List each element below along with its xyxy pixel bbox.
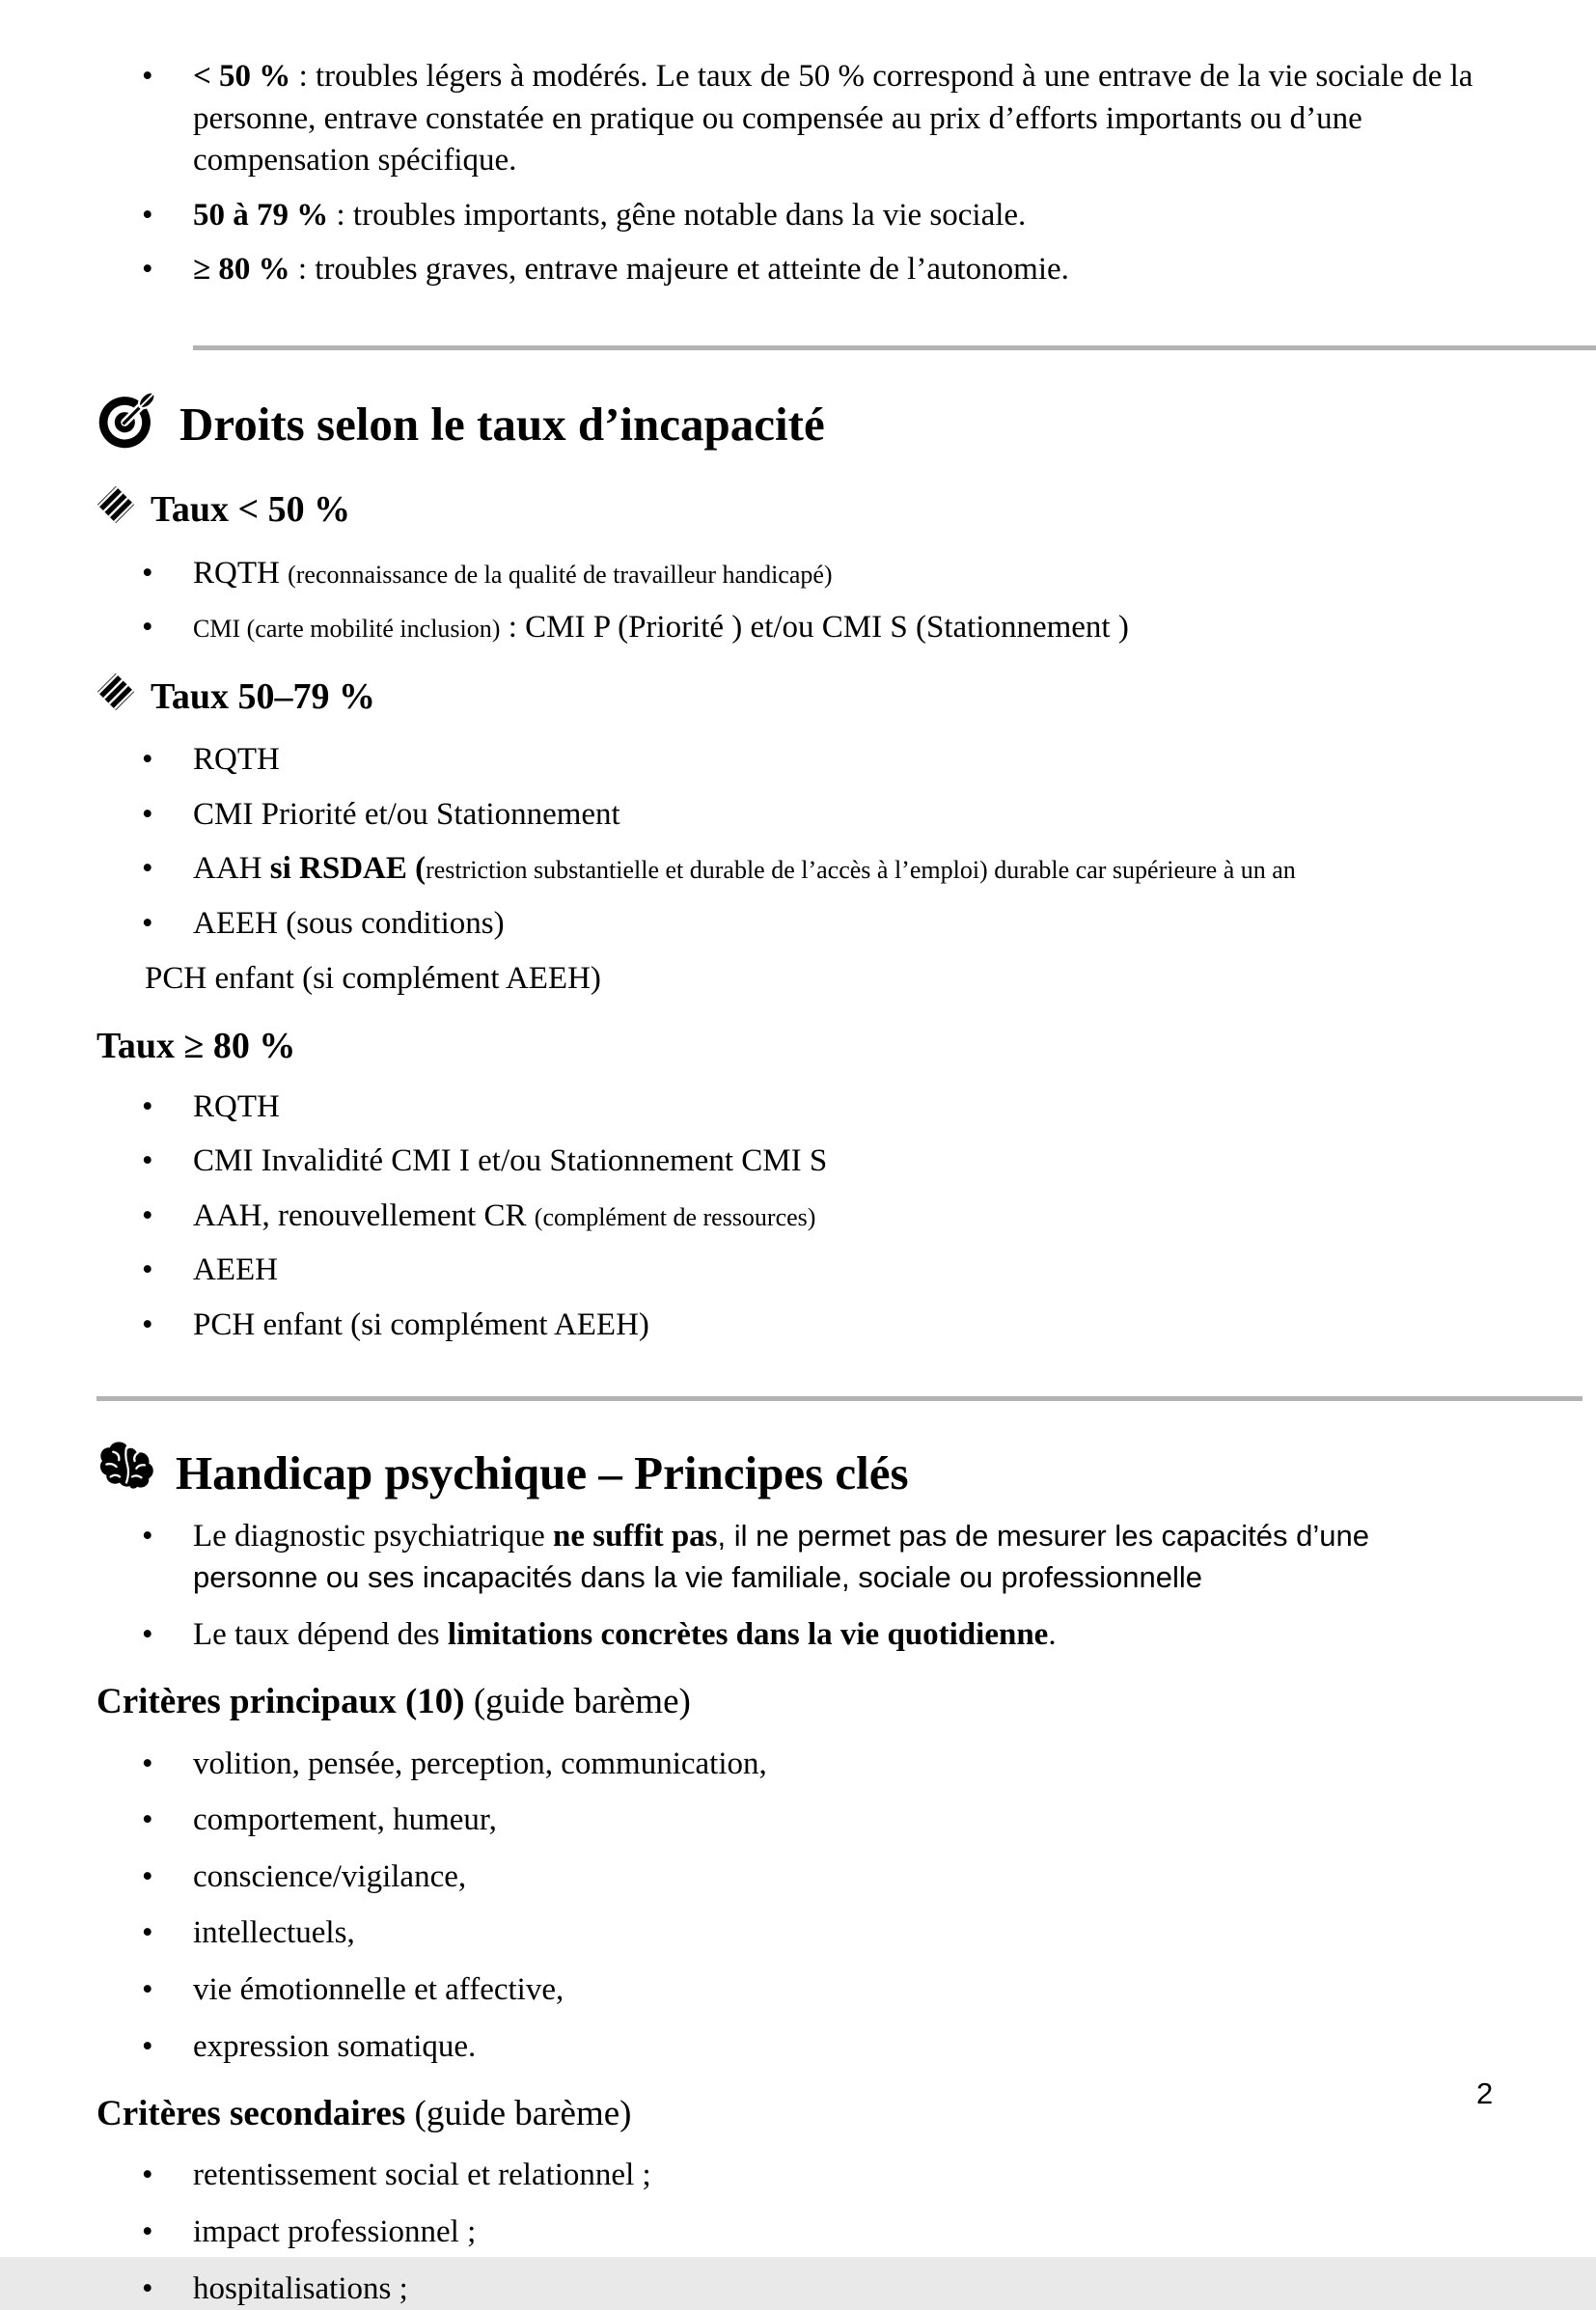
criteria-list-principaux	[96, 1744, 1500, 2068]
list-item	[96, 1196, 1500, 1238]
rate-description: : troubles légers à modérés. Le taux de 50 % correspond à une entrave de la vie sociale de la personne, entrave constatée en pratique ou compensée au prix d’efforts importants ou d’une compensation spécifique.	[193, 59, 1473, 179]
list-item	[96, 1969, 1500, 2012]
criterion: vie émotionnelle et affective,	[193, 1971, 564, 2007]
subsection-title: Taux 50–79 %	[151, 675, 375, 717]
right-label: AAH, renouvellement CR	[193, 1197, 535, 1233]
right-detail: CMI (carte mobilité inclusion)	[193, 615, 501, 644]
rights-list-lt50	[96, 553, 1500, 649]
criterion: hospitalisations ;	[193, 2270, 408, 2306]
section-heading	[96, 1438, 1500, 1509]
list-item	[96, 1856, 1500, 1899]
right-detail: (reconnaissance de la qualité de travailleur handicapé)	[288, 560, 833, 589]
criteria-heading-principaux	[96, 1681, 1500, 1723]
list-item	[96, 249, 1500, 291]
list-item	[96, 1800, 1500, 1842]
right-label: RQTH	[193, 742, 280, 778]
right-label: AEEH (sous conditions)	[193, 906, 505, 941]
right-label: CMI P (Priorité ) et/ou CMI S (Stationnement )	[525, 610, 1129, 646]
criteria-heading-secondaires	[96, 2093, 1500, 2135]
criteria-title: Critères principaux (10)	[96, 1682, 465, 1722]
principle-text: Le diagnostic psychiatrique	[193, 1518, 553, 1554]
list-item	[96, 1614, 1500, 1657]
horizontal-rule	[193, 345, 1596, 350]
rate-term: ≥ 80 %	[193, 252, 290, 288]
list-item	[96, 1250, 1500, 1292]
criterion: conscience/vigilance,	[193, 1858, 467, 1894]
rights-list-50-79	[96, 739, 1500, 945]
right-label: CMI Invalidité CMI I et/ou Stationnement CMI S	[193, 1143, 828, 1179]
right-label: RQTH	[193, 1088, 280, 1124]
list-item	[96, 2155, 1500, 2197]
criteria-subtitle: (guide barème)	[464, 1682, 691, 1722]
right-label: PCH enfant (si complément AEEH)	[193, 1306, 649, 1342]
list-item	[96, 848, 1500, 891]
principles-list	[96, 1516, 1500, 1657]
section-droits	[96, 387, 1500, 1347]
page-number: 2	[1476, 2076, 1494, 2110]
subsection-title: Taux ≥ 80 %	[96, 1026, 296, 1067]
criterion: retentissement social et relationnel ;	[193, 2158, 651, 2193]
intro-bullet-list	[96, 56, 1500, 291]
list-item	[96, 1912, 1500, 1955]
criteria-title: Critères secondaires	[96, 2094, 406, 2134]
pch-note: PCH enfant (si complément AEEH)	[145, 960, 601, 996]
list-item	[96, 607, 1500, 649]
list-item	[96, 195, 1500, 237]
section-heading	[96, 387, 1500, 462]
criterion: impact professionnel ;	[193, 2214, 477, 2250]
list-item	[96, 794, 1500, 837]
principle-emphasis: limitations concrètes dans la vie quotidienne	[447, 1616, 1049, 1652]
section-title: Handicap psychique – Principes clés	[176, 1446, 909, 1500]
principle-text: .	[1048, 1616, 1057, 1652]
separator: :	[500, 610, 526, 646]
criteria-subtitle: (guide barème)	[405, 2094, 632, 2134]
subsection-heading-taux-gte80	[96, 1025, 1500, 1069]
criterion: expression somatique.	[193, 2028, 477, 2064]
list-item	[96, 553, 1500, 595]
horizontal-rule	[96, 1396, 1582, 1401]
right-label: AAH	[193, 851, 270, 887]
list-item	[96, 739, 1500, 782]
criteria-list-secondaires	[96, 2155, 1500, 2310]
rate-description: : troubles importants, gêne notable dans la vie sociale.	[328, 197, 1027, 233]
list-item	[96, 56, 1500, 182]
list-item	[96, 1086, 1500, 1129]
list-item	[96, 2269, 1500, 2310]
right-detail: (complément de ressources)	[534, 1202, 816, 1231]
right-label: CMI Priorité et/ou Stationnement	[193, 796, 620, 832]
principle-text: , il ne permet pas de mesurer les capacités d’une personne ou ses incapacités dans la vie familiale, sociale ou professionnelle	[193, 1518, 1369, 1595]
list-item	[96, 2212, 1500, 2254]
criterion: intellectuels,	[193, 1915, 355, 1951]
list-item	[96, 1305, 1500, 1347]
principle-emphasis: ne suffit pas	[552, 1518, 718, 1554]
principle-text: Le taux dépend des	[193, 1616, 448, 1652]
section-handicap-psychique	[96, 1438, 1500, 2310]
rate-term: < 50 %	[193, 59, 291, 94]
section-title: Droits selon le taux d’incapacité	[179, 397, 825, 451]
list-item	[96, 1516, 1500, 1600]
right-condition: si RSDAE (	[269, 851, 427, 887]
list-item	[96, 903, 1500, 946]
subsection-heading-taux-50-79	[96, 673, 1500, 723]
right-detail: restriction substantielle et durable de l’accès à l’emploi) durable car supérieure à un an	[426, 856, 1296, 885]
rate-term: 50 à 79 %	[193, 197, 329, 233]
brain-icon	[96, 1438, 156, 1509]
criterion: volition, pensée, perception, communication,	[193, 1746, 767, 1781]
rate-description: : troubles graves, entrave majeure et atteinte de l’autonomie.	[289, 252, 1069, 288]
list-item	[96, 2026, 1500, 2069]
diamond-icon	[96, 485, 135, 536]
rights-list-gte80	[96, 1086, 1500, 1347]
list-item	[96, 1141, 1500, 1183]
subsection-title: Taux < 50 %	[151, 489, 351, 531]
right-label: AEEH	[193, 1252, 278, 1288]
target-icon	[96, 387, 160, 462]
right-label: RQTH	[193, 555, 289, 591]
list-item	[96, 1744, 1500, 1786]
subsection-heading-taux-lt50	[96, 485, 1500, 536]
criterion: comportement, humeur,	[193, 1802, 497, 1838]
diamond-icon	[96, 673, 135, 723]
